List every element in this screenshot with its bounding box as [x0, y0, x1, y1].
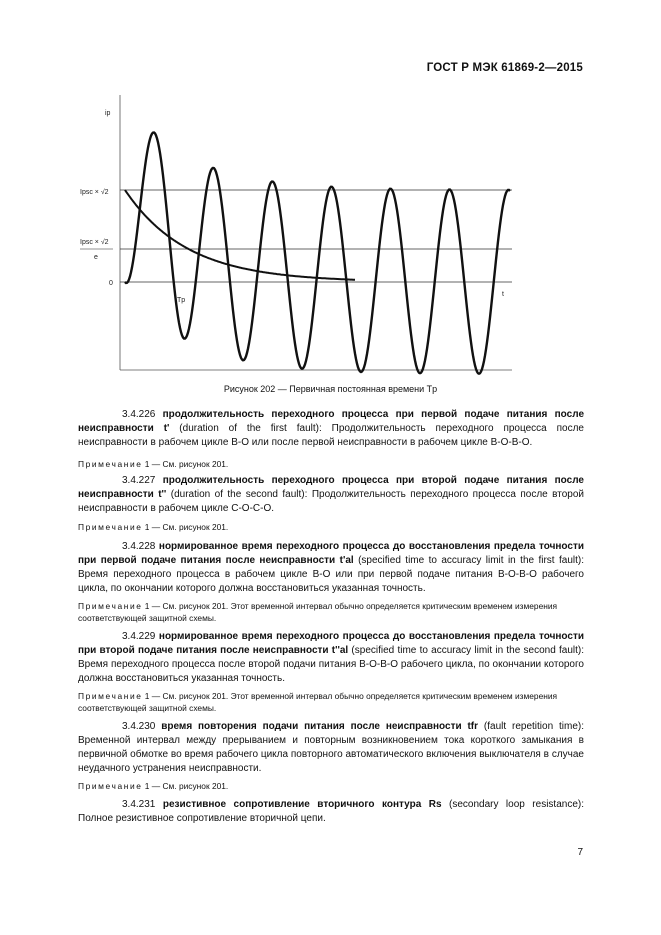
entry-3-4-229 [78, 630, 584, 686]
level-mid-denominator: e [94, 254, 98, 261]
note-label: Примечание [78, 522, 143, 532]
entry-number: 3.4.230 [122, 721, 156, 732]
note-3-4-228 [78, 600, 584, 624]
entry-term: продолжительность переходного процесса при второй подаче питания после неисправности t'' [78, 475, 584, 500]
note-text: 1 — См. рисунок 201. Этот временной интервал обычно определяется критическим временем измерения соответствующей защитной схемы. [78, 601, 558, 623]
zero-label: 0 [109, 280, 113, 287]
note-label: Примечание [78, 691, 143, 701]
entry-term: нормированное время переходного процесса до восстановления предела точности при второй подаче питания после неисправности t''al [78, 631, 585, 656]
entry-number: 3.4.227 [122, 475, 156, 486]
level-mid-numerator: Ipsc × √2 [80, 239, 109, 246]
note-text: 1 — См. рисунок 201. Этот временной интервал обычно определяется критическим временем измерения соответствующей защитной схемы. [78, 691, 558, 713]
note-label: Примечание [78, 781, 143, 791]
entry-term: нормированное время переходного процесса до восстановления предела точности при первой подаче питания после неисправности t'al [78, 541, 585, 566]
x-axis-label: t [502, 291, 504, 298]
entry-3-4-228 [78, 540, 584, 596]
entry-definition: (specified time to accuracy limit in the first fault): Время переходного процесса в рабочем цикле В-О или при первой подаче питания В-О-В-О рабочего цикла, по окончании которого должна восстановиться указанная точность. [78, 555, 585, 594]
asymmetric-current-waveform [125, 133, 510, 374]
entry-definition: (fault repetition time): Временной интервал между прерыванием и повторным возникновением тока короткого замыкания в первичной обмотке во время рабочего цикла повторного автоматического включения выключателя в случае неудачного устранения неисправности. [78, 721, 584, 774]
page-number: 7 [577, 847, 583, 858]
page-header-standard: ГОСТ Р МЭК 61869-2—2015 [426, 62, 583, 74]
note-label: Примечание [78, 459, 143, 469]
note-3-4-230 [78, 780, 584, 792]
entry-3-4-226 [78, 408, 584, 450]
tp-label: Tp [177, 297, 186, 304]
entry-number: 3.4.229 [122, 631, 156, 642]
y-axis-label: ip [105, 110, 111, 117]
note-text: 1 — См. рисунок 201. [142, 459, 229, 469]
primary-time-constant-figure [0, 0, 661, 380]
entry-term: продолжительность переходного процесса при первой подаче питания после неисправности t' [78, 409, 584, 434]
note-3-4-226 [78, 458, 584, 470]
note-text: 1 — См. рисунок 201. [142, 522, 229, 532]
note-label: Примечание [78, 601, 143, 611]
entry-number: 3.4.231 [122, 799, 156, 810]
entry-3-4-231 [78, 798, 584, 826]
entry-number: 3.4.228 [122, 541, 156, 552]
entry-definition: (duration of the second fault): Продолжительность переходного процесса после второй неисправности в рабочем цикле С-О-С-О. [78, 489, 585, 514]
entry-term: резистивное сопротивление вторичного контура Rs [162, 799, 442, 810]
figure-caption: Рисунок 202 — Первичная постоянная времени Tp [223, 384, 438, 394]
note-3-4-229 [78, 690, 584, 714]
entry-definition: (secondary loop resistance): Полное резистивное сопротивление вторичной цепи. [78, 799, 584, 824]
entry-definition: (specified time to accuracy limit in the second fault): Время переходного процесса после второй подачи питания В-О-В-О рабочего цикла, по окончании которого должна восстановиться указанная точность. [78, 645, 584, 684]
entry-3-4-227 [78, 474, 584, 516]
level-high-label: Ipsc × √2 [80, 189, 109, 196]
entry-term: время повторения подачи питания после неисправности tfr [161, 721, 479, 732]
entry-number: 3.4.226 [122, 409, 156, 420]
note-text: 1 — См. рисунок 201. [142, 781, 229, 791]
entry-3-4-230 [78, 720, 584, 776]
note-3-4-227 [78, 521, 584, 533]
entry-definition: (duration of the first fault): Продолжительность переходного процесса после неисправности в рабочем цикле В-О или после первой неисправности в рабочем цикле В-О-В-О. [78, 423, 584, 448]
